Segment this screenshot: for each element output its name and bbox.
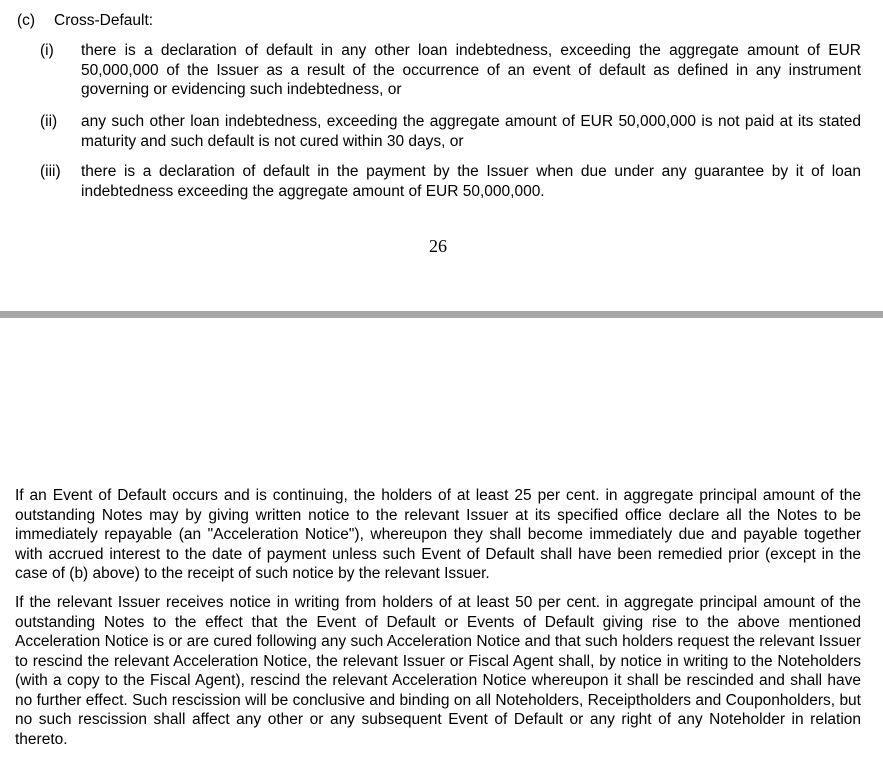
clause-text: there is a declaration of default in the payment by the Issuer when due under any guarantee by it of loan indebtedness exceeding the aggregate amount of EUR 50,000,000.	[81, 163, 861, 200]
clause-text: any such other loan indebtedness, exceeding the aggregate amount of EUR 50,000,000 is not paid at its stated maturity and such default is not cured within 30 days, or	[81, 113, 861, 150]
section-number: (c)	[17, 12, 36, 29]
clause-text: there is a declaration of default in any other loan indebtedness, exceeding the aggregate amount of EUR 50,000,000 of the Issuer as a result of the occurrence of an event of default as defined in any instrument governing or evidencing such indebtedness, or	[81, 42, 861, 98]
document-page-top	[0, 0, 883, 313]
document-page-bottom	[0, 318, 883, 764]
page-divider	[0, 311, 883, 318]
clause-marker: (iii)	[40, 163, 61, 180]
page-number: 26	[429, 236, 447, 256]
clause-marker: (ii)	[40, 113, 58, 130]
section-heading	[17, 11, 153, 31]
body-paragraph: If the relevant Issuer receives notice in writing from holders of at least 50 per cent. in aggregate principal amount of the outstanding Notes to the effect that the Event of Default or Events of Default giving rise to the above mentioned Acceleration Notice is or are cured following any such Acceleration Notice and that such holders request the relevant Issuer to rescind the relevant Acceleration Notice, the relevant Issuer or Fiscal Agent shall, by notice in writing to the Noteholders (with a copy to the Fiscal Agent), rescind the relevant Acceleration Notice whereupon it shall be rescinded and shall have no further effect. Such rescission will be conclusive and binding on all Noteholders, Receiptholders and Couponholders, but no such rescission shall affect any other or any subsequent Event of Default or any right of any Noteholder in relation thereto.	[15, 594, 861, 748]
section-title: Cross-Default:	[54, 12, 154, 29]
body-paragraph: If an Event of Default occurs and is continuing, the holders of at least 25 per cent. in aggregate principal amount of the outstanding Notes may by giving written notice to the relevant Issuer at its specified office declare all the Notes to be immediately repayable (an "Acceleration Notice"), whereupon they shall become immediately due and payable together with accrued interest to the date of payment unless such Event of Default shall have been remedied prior (except in the case of (b) above) to the receipt of such notice by the relevant Issuer.	[15, 487, 861, 582]
clause-marker: (i)	[40, 42, 54, 59]
